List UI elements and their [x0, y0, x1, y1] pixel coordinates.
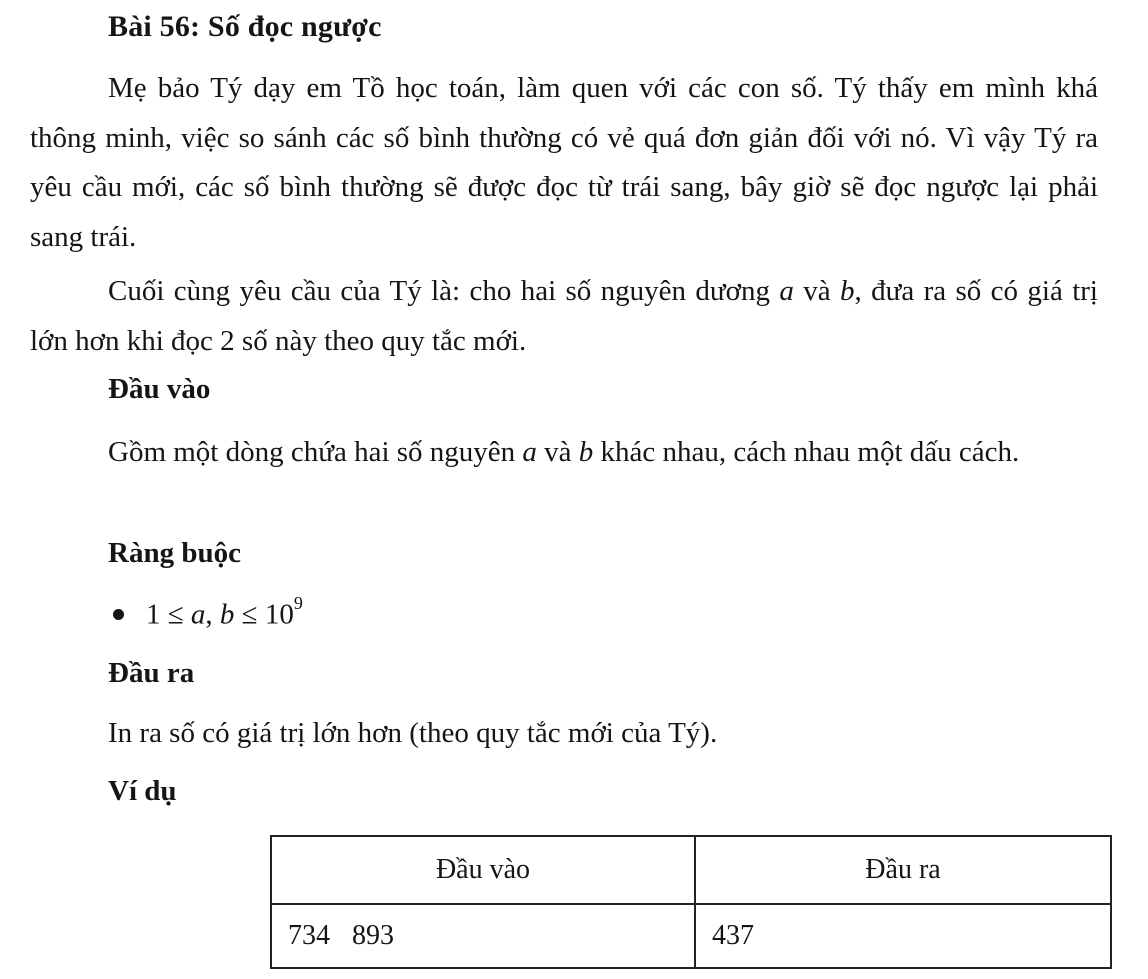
intro-text-mid: và	[793, 275, 840, 307]
input-text-start: Gồm một dòng chứa hai số nguyên	[108, 436, 523, 468]
input-value-a: 734	[288, 920, 330, 951]
bullet-icon	[113, 609, 124, 620]
intro-text-start: Cuối cùng yêu cầu của Tý là: cho hai số nguyên dương	[108, 275, 780, 307]
intro-paragraph-1: Mẹ bảo Tý dạy em Tồ học toán, làm quen với các con số. Tý thấy em mình khá thông minh, việc so sánh các số bình thường có vẻ quá đơn giản đối với nó. Vì vậy Tý ra yêu cầu mới, các số bình thường sẽ được đọc từ trái sang, bây giờ sẽ đọc ngược lại phải sang trái.	[30, 72, 1098, 253]
variable-a: a	[779, 275, 794, 307]
constraint-comma: ,	[205, 598, 220, 631]
intro-text-end: , đưa ra số có giá trị lớn hơn khi đọc 2 số này theo quy tắc mới.	[30, 275, 1098, 357]
problem-title: Bài 56: Số đọc ngược	[108, 10, 382, 43]
table-header-output: Đầu ra	[695, 836, 1111, 904]
table-header-row	[271, 836, 1111, 904]
constraint-exponent: 9	[293, 593, 303, 613]
input-text-end: khác nhau, cách nhau một dấu cách.	[593, 436, 1020, 468]
input-value-b: 893	[352, 920, 394, 951]
input-description	[30, 428, 1098, 478]
constraint-bullet	[113, 593, 303, 632]
table-header-input: Đầu vào	[271, 836, 695, 904]
variable-b: b	[840, 275, 855, 307]
variable-a: a	[522, 436, 537, 468]
output-heading: Đầu ra	[108, 657, 195, 689]
constraint-heading: Ràng buộc	[108, 537, 241, 569]
input-text-mid: và	[536, 436, 579, 468]
example-heading: Ví dụ	[108, 775, 177, 807]
table-row	[271, 904, 1111, 968]
table-cell-input	[271, 904, 695, 968]
intro-paragraph-2	[30, 267, 1098, 366]
variable-b: b	[578, 436, 594, 468]
table-cell-output: 437	[695, 904, 1111, 968]
variable-a: a	[190, 598, 206, 631]
example-table	[270, 835, 1112, 969]
variable-b: b	[219, 598, 235, 631]
constraint-prefix: 1 ≤	[146, 598, 191, 631]
input-heading: Đầu vào	[108, 373, 211, 405]
constraint-bound: ≤ 10	[234, 598, 294, 631]
output-description: In ra số có giá trị lớn hơn (theo quy tắc mới của Tý).	[108, 717, 718, 749]
